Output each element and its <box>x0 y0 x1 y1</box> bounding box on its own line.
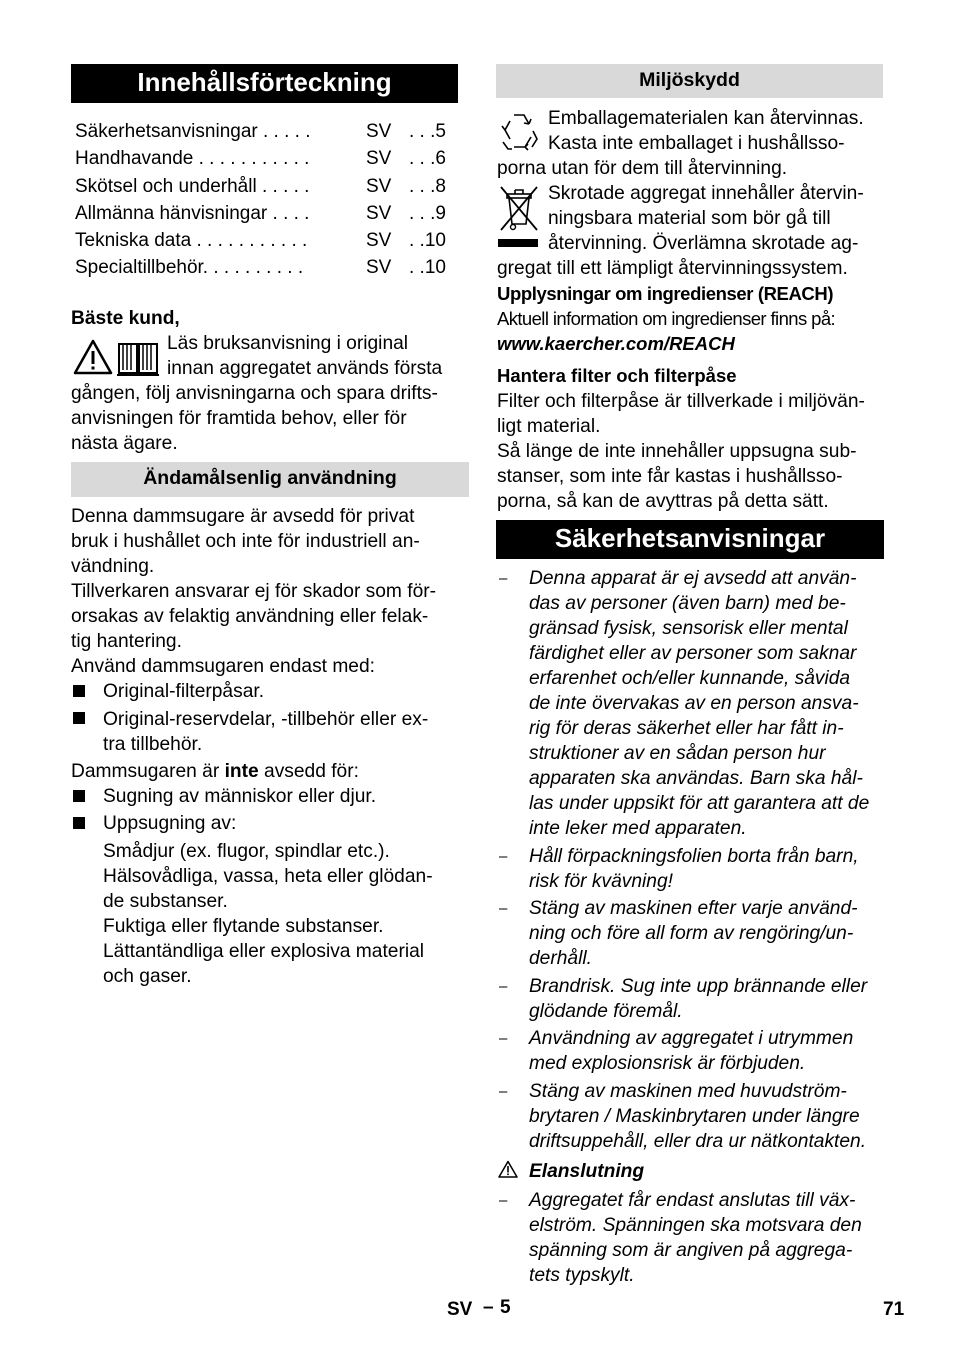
bullet-square <box>73 817 85 829</box>
weee-line: Skrotade aggregat innehåller återvin- <box>548 183 864 204</box>
footer-dash: – <box>483 1297 494 1318</box>
weee-line: ningsbara material som bör gå till <box>548 208 831 229</box>
filter-heading: Hantera filter och filterpåse <box>497 365 737 386</box>
sub-line: Lättantändliga eller explosiva material <box>103 941 425 962</box>
toc-title: Specialtillbehör. . . . . . . . . . <box>75 257 304 278</box>
toc-title: Skötsel och underhåll . . . . . <box>75 176 310 197</box>
toc-title: Handhavande . . . . . . . . . . . <box>75 148 310 169</box>
safety-item-cont: struktioner av en sådan person hur <box>529 743 826 764</box>
safety-item: Håll förpackningsfolien borta från barn, <box>529 845 859 867</box>
toc-title: Allmänna hänvisningar . . . . <box>75 203 310 224</box>
usage-line: orsakas av felaktig användning eller felak- <box>71 606 429 627</box>
intro-line: innan aggregatet används första <box>167 358 443 379</box>
safety-item-cont: apparaten ska användas. Barn ska hål- <box>529 768 863 789</box>
safety-item: Brandrisk. Sug inte upp brännande eller <box>529 975 868 997</box>
safety-item-cont: tets typskylt. <box>529 1265 635 1286</box>
page-number: 71 <box>883 1299 905 1320</box>
safety-item: Användning av aggregatet i utrymmen <box>529 1028 854 1049</box>
recycle-line: Emballagematerialen kan återvinnas. <box>548 108 864 129</box>
toc-title: Tekniska data . . . . . . . . . . . <box>75 230 308 251</box>
dash-bullet: – <box>499 847 508 865</box>
warning-icon <box>498 1160 518 1178</box>
not-for-post: avsedd för: <box>258 761 359 782</box>
safety-item-cont: de inte övervakas av en person ansva- <box>529 693 859 714</box>
usage-line: Använd dammsugaren endast med: <box>71 656 375 677</box>
intro-line: gången, följ anvisningarna och spara drifts- <box>71 383 438 404</box>
toc-page: . . .5 <box>409 121 446 142</box>
not-for-pre: Dammsugaren är <box>71 761 225 782</box>
crossed-bin-icon <box>498 184 542 250</box>
recycle-line: porna utan för dem till återvinning. <box>497 158 788 179</box>
footer-lang: SV <box>447 1299 473 1320</box>
toc-row[interactable] <box>75 200 460 227</box>
dash-bullet: – <box>499 1192 508 1209</box>
usage-line: bruk i hushållet och inte för industriell an- <box>71 531 420 552</box>
toc-lang: SV <box>366 257 392 278</box>
toc-lang: SV <box>366 176 392 197</box>
reach-heading: Upplysningar om ingredienser (REACH) <box>497 283 834 304</box>
elec-heading: Elanslutning <box>529 1161 645 1182</box>
warning-icon <box>73 339 113 375</box>
sub-line: Smådjur (ex. flugor, spindlar etc.). <box>103 841 390 862</box>
safety-item-cont: risk för kvävning! <box>529 870 673 892</box>
sub-line: och gaser. <box>103 966 192 987</box>
toc-page: . . .9 <box>409 203 446 224</box>
toc-lang: SV <box>366 203 392 224</box>
intro-line: Läs bruksanvisning i original <box>167 333 409 354</box>
safety-item-cont: das av personer (även barn) med be- <box>529 593 846 614</box>
toc-row[interactable] <box>75 145 460 172</box>
safety-item-cont: inte leker med apparaten. <box>529 818 747 839</box>
intro-line: nästa ägare. <box>71 433 178 454</box>
list-item: Original-filterpåsar. <box>103 681 265 702</box>
not-for-line <box>71 759 359 784</box>
toc-row[interactable] <box>75 173 460 200</box>
toc-lang: SV <box>366 148 392 169</box>
greeting: Bäste kund, <box>71 308 180 329</box>
toc-row[interactable] <box>75 227 460 254</box>
bullet-square <box>73 685 85 697</box>
usage-line: Tillverkaren ansvarar ej för skador som för- <box>71 581 437 602</box>
list-item-cont: tra tillbehör. <box>103 734 203 755</box>
usage-line: tig hantering. <box>71 631 182 652</box>
safety-heading: Säkerhetsanvisningar <box>496 520 884 559</box>
sub-line: Fuktiga eller flytande substanser. <box>103 916 384 937</box>
intro-line: anvisningen för framtida behov, eller för <box>71 408 407 429</box>
toc-page: . .10 <box>409 230 446 251</box>
toc-page: . . .6 <box>409 148 446 169</box>
safety-item: Denna apparat är ej avsedd att använ- <box>529 568 857 589</box>
reach-text: Aktuell information om ingredienser finns på: <box>497 308 836 329</box>
toc-lang: SV <box>366 230 392 251</box>
safety-item-cont: las under uppsikt för att garantera att de <box>529 793 870 814</box>
dash-bullet: – <box>499 1082 508 1100</box>
safety-item-cont: spänning som är angiven på aggrega- <box>529 1240 853 1261</box>
safety-item-cont: derhåll. <box>529 948 592 969</box>
safety-item-cont: glödande föremål. <box>529 1000 683 1022</box>
filter-line: porna, så kan de avyttras på detta sätt. <box>497 491 829 512</box>
toc-heading: Innehållsförteckning <box>71 64 458 103</box>
safety-item-cont: erfarenhet och/eller kunnande, såvida <box>529 668 851 689</box>
filter-line: ligt material. <box>497 416 601 437</box>
safety-item-cont: gränsad fysisk, sensorisk eller mental <box>529 618 848 639</box>
safety-item-cont: ning och före all form av rengöring/un- <box>529 923 854 944</box>
dash-bullet: – <box>499 900 508 917</box>
not-for-bold: inte <box>224 761 259 782</box>
filter-line: Filter och filterpåse är tillverkade i miljövän- <box>497 391 865 412</box>
usage-line: vändning. <box>71 556 155 577</box>
weee-line: gregat till ett lämpligt återvinningssystem. <box>497 258 848 279</box>
toc-page: . .10 <box>409 257 446 278</box>
manual-book-icon <box>116 340 160 376</box>
toc-row[interactable] <box>75 118 460 145</box>
reach-link[interactable]: www.kaercher.com/REACH <box>497 333 735 354</box>
filter-line: stanser, som inte får kastas i hushållsso- <box>497 466 843 487</box>
recycle-line: Kasta inte emballaget i hushållsso- <box>548 133 845 154</box>
bullet-square <box>73 712 85 724</box>
dash-bullet: – <box>499 1030 508 1047</box>
safety-item-cont: rig för deras säkerhet eller har fått in- <box>529 718 844 739</box>
safety-item: Aggregatet får endast anslutas till väx- <box>529 1190 856 1211</box>
list-item: Sugning av människor eller djur. <box>103 786 377 807</box>
safety-item-cont: brytaren / Maskinbrytaren under längre <box>529 1105 860 1127</box>
bullet-square <box>73 790 85 802</box>
sub-line: de substanser. <box>103 891 228 912</box>
safety-item-cont: driftsuppehåll, eller dra ur nätkontakten. <box>529 1130 867 1152</box>
list-item: Original-reservdelar, -tillbehör eller ex- <box>103 709 429 730</box>
safety-item-cont: elström. Spänningen ska motsvara den <box>529 1215 862 1236</box>
safety-item-cont: med explosionsrisk är förbjuden. <box>529 1053 806 1074</box>
dash-bullet: – <box>499 977 508 995</box>
dash-bullet: – <box>499 570 508 587</box>
usage-line: Denna dammsugare är avsedd för privat <box>71 506 415 527</box>
footer-section-page: 5 <box>500 1297 511 1318</box>
toc-lang: SV <box>366 121 392 142</box>
usage-heading: Ändamålsenlig användning <box>71 462 469 497</box>
safety-item-cont: färdighet eller av personer som saknar <box>529 643 857 664</box>
weee-line: återvinning. Överlämna skrotade ag- <box>548 233 859 254</box>
filter-line: Så länge de inte innehåller uppsugna sub- <box>497 441 857 462</box>
toc-title: Säkerhetsanvisningar . . . . . <box>75 121 311 142</box>
safety-item: Stäng av maskinen med huvudström- <box>529 1080 847 1102</box>
env-heading: Miljöskydd <box>496 64 883 98</box>
sub-line: Hälsovådliga, vassa, heta eller glödan- <box>103 866 433 887</box>
safety-item: Stäng av maskinen efter varje använd- <box>529 898 858 919</box>
toc-row[interactable] <box>75 254 460 281</box>
recycle-icon <box>497 109 541 153</box>
toc-page: . . .8 <box>409 176 446 197</box>
list-item: Uppsugning av: <box>103 813 237 834</box>
